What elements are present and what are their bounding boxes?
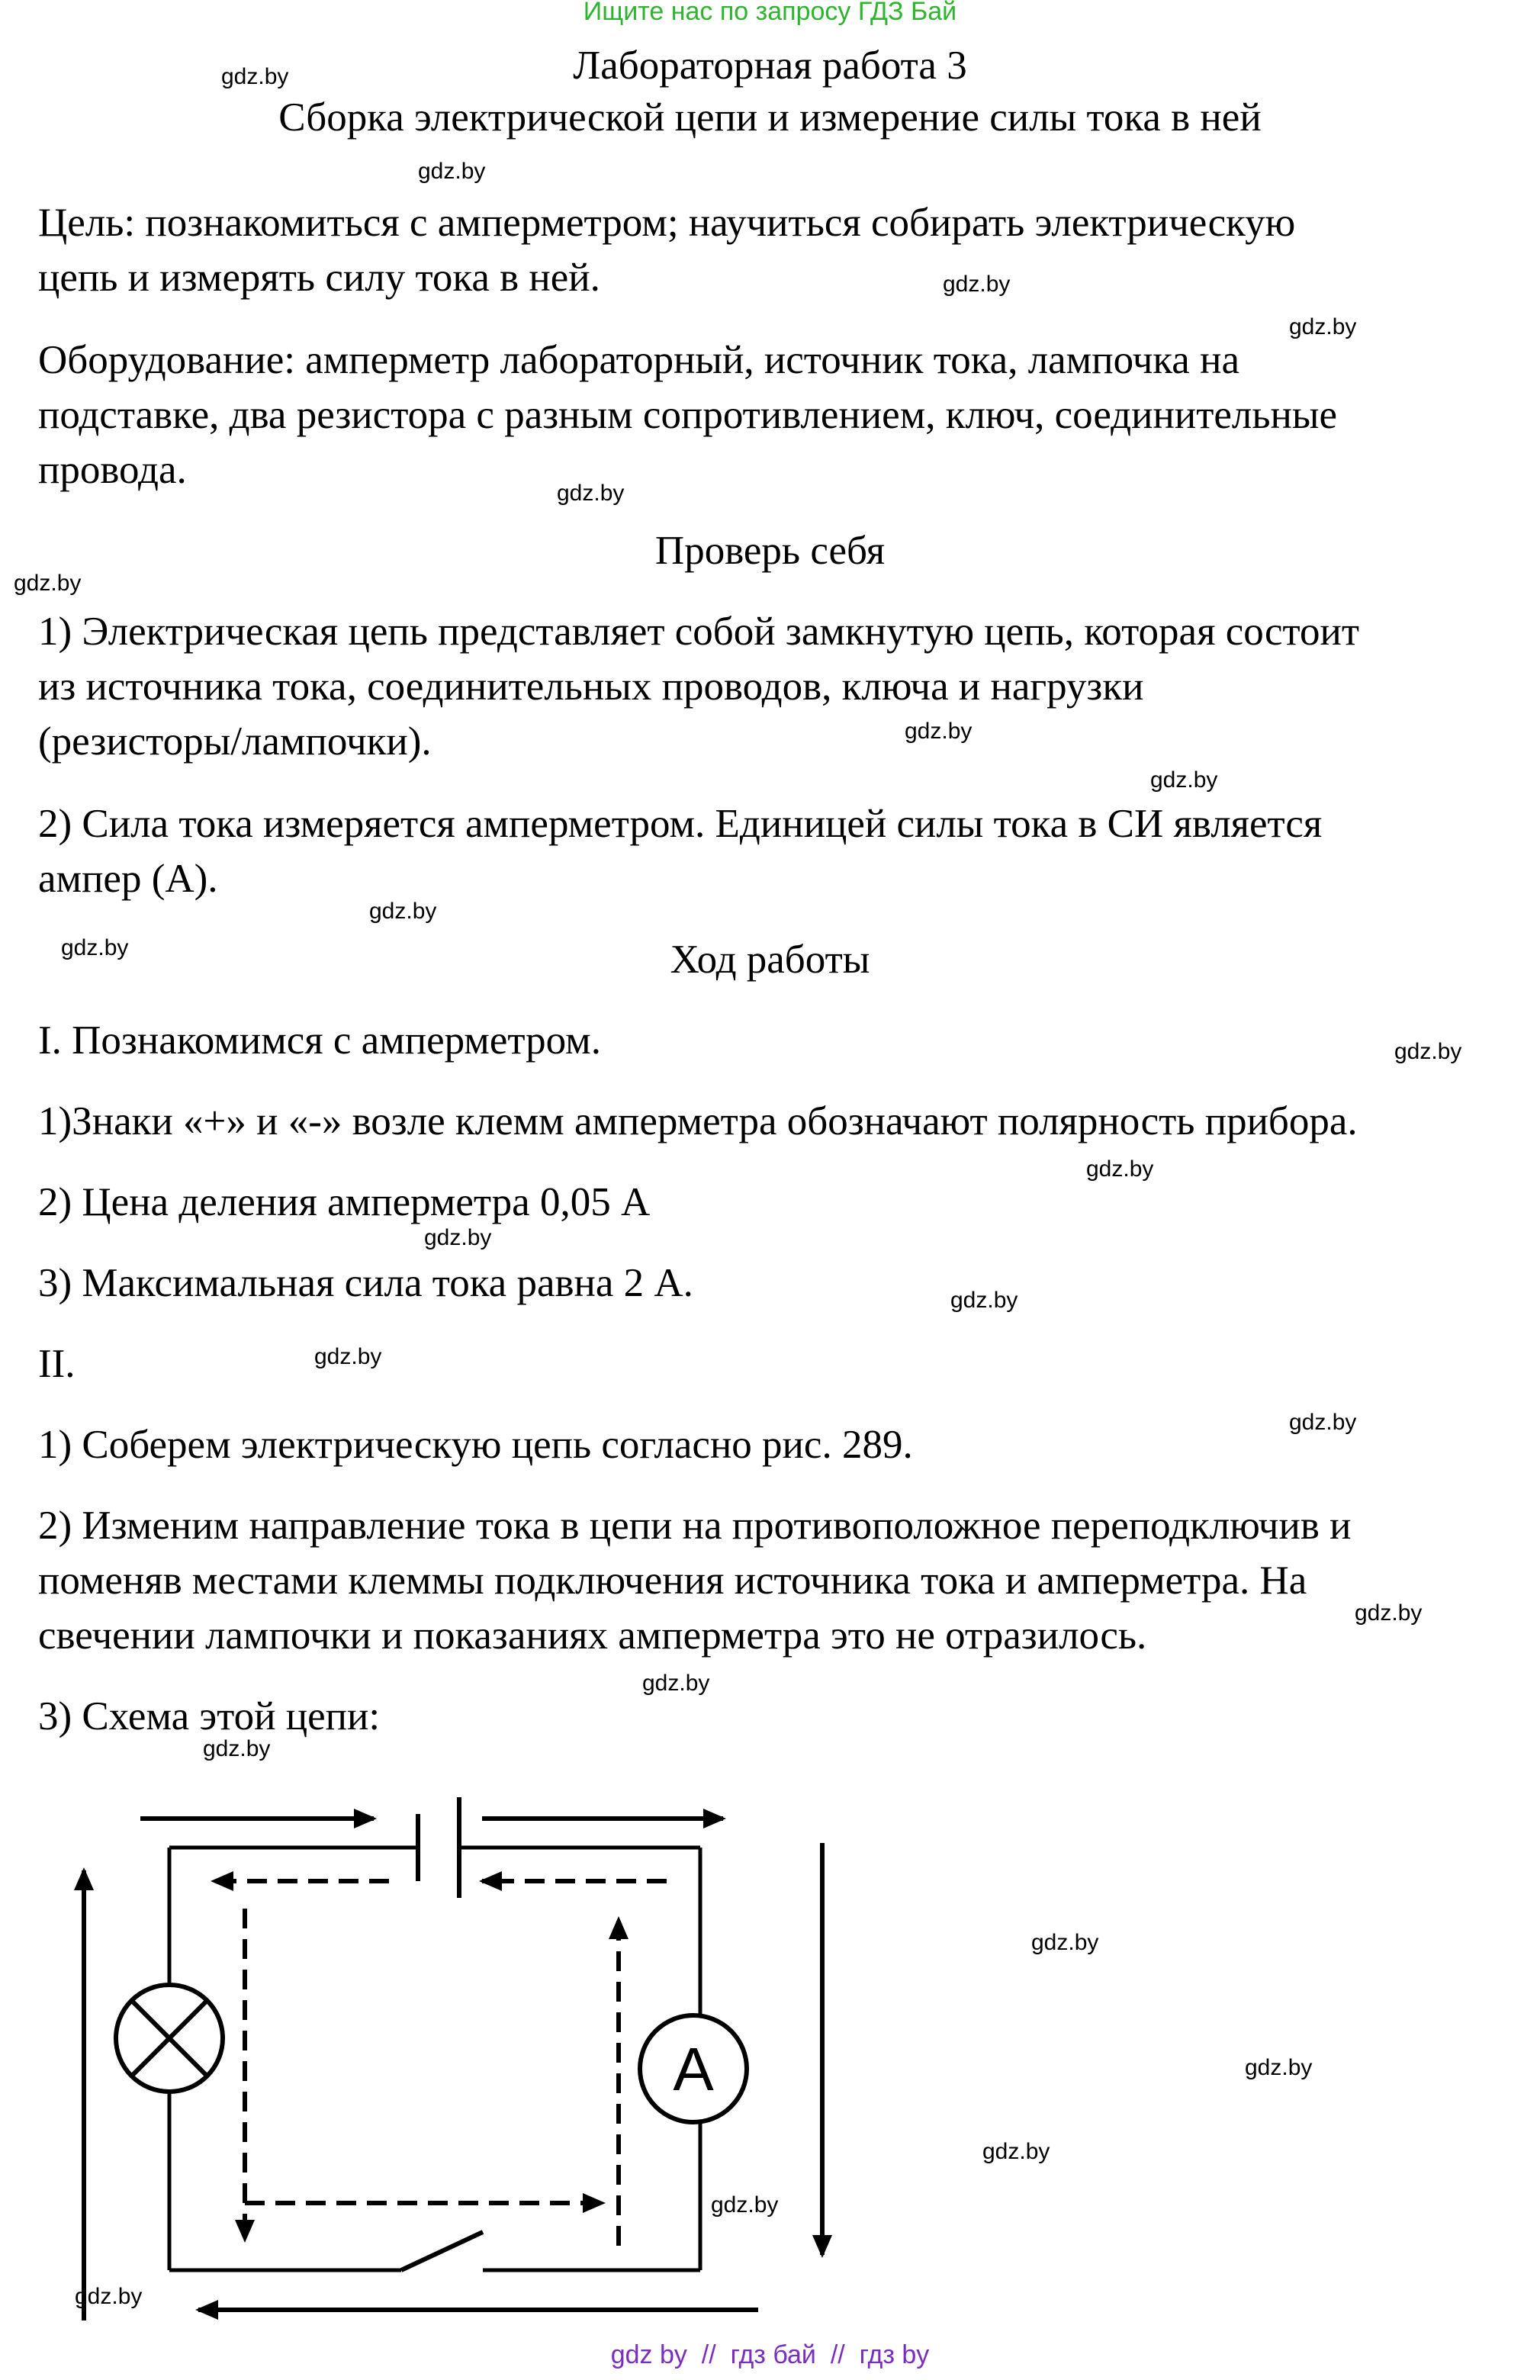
watermark: gdz.by xyxy=(221,64,289,89)
watermark: gdz.by xyxy=(1289,314,1357,339)
watermark: gdz.by xyxy=(1031,1930,1099,1955)
equipment-line-3: провода. xyxy=(38,448,187,492)
watermark: gdz.by xyxy=(950,1288,1018,1313)
watermark: gdz.by xyxy=(1355,1600,1423,1626)
watermark: gdz.by xyxy=(1289,1410,1357,1435)
watermark: gdz.by xyxy=(203,1736,271,1761)
procedure-heading: Ход работы xyxy=(670,938,870,982)
part-2-item-3: 3) Схема этой цепи: xyxy=(38,1694,381,1738)
check-heading: Проверь себя xyxy=(654,529,886,573)
part-2-item-1: 1) Соберем электрическую цепь согласно рис. 289. xyxy=(38,1423,913,1467)
check-answer-1-line-2: из источника тока, соединительных проводов, ключа и нагрузки xyxy=(38,664,1144,709)
site-footer: gdz by // гдз бай // гдз by xyxy=(610,2340,930,2369)
check-answer-1-line-1: 1) Электрическая цепь представляет собой замкнутую цепь, которая состоит xyxy=(38,609,1360,654)
watermark: gdz.by xyxy=(75,2284,143,2309)
watermark: gdz.by xyxy=(982,2139,1050,2164)
page-subtitle: Сборка электрической цепи и измерение силы тока в ней xyxy=(278,95,1262,140)
part-1-heading: I. Познакомимся с амперметром. xyxy=(38,1018,601,1063)
part-1-item-2: 2) Цена деления амперметра 0,05 А xyxy=(38,1180,651,1224)
battery-icon xyxy=(418,1797,459,1898)
watermark: gdz.by xyxy=(418,159,486,184)
goal-line-2: цепь и измерять силу тока в ней. xyxy=(38,256,600,300)
part-2-item-2-line-1: 2) Изменим направление тока в цепи на противоположное переподключив и xyxy=(38,1504,1352,1548)
watermark: gdz.by xyxy=(14,571,82,596)
check-answer-2-line-2: ампер (А). xyxy=(38,857,218,901)
part-2-item-2-line-2: поменяв местами клеммы подключения источника тока и амперметра. На xyxy=(38,1558,1307,1603)
check-answer-1-line-3: (резисторы/лампочки). xyxy=(38,719,432,764)
watermark: gdz.by xyxy=(1086,1156,1154,1182)
part-2-heading: II. xyxy=(38,1342,76,1386)
site-banner: Ищите нас по запросу ГДЗ Бай xyxy=(583,0,957,26)
watermark: gdz.by xyxy=(711,2192,779,2218)
switch-icon xyxy=(401,2232,483,2270)
part-1-item-3: 3) Максимальная сила тока равна 2 А. xyxy=(38,1261,693,1305)
watermark: gdz.by xyxy=(424,1225,492,1250)
watermark: gdz.by xyxy=(642,1671,710,1696)
inner-current-arrows xyxy=(214,1881,667,2246)
ammeter-icon xyxy=(640,2015,747,2122)
watermark: gdz.by xyxy=(314,1344,382,1369)
watermark: gdz.by xyxy=(1150,767,1218,793)
equipment-line-1: Оборудование: амперметр лабораторный, источник тока, лампочка на xyxy=(38,338,1239,382)
goal-line-1: Цель: познакомиться с амперметром; научиться собирать электрическую xyxy=(38,201,1296,245)
watermark: gdz.by xyxy=(369,899,437,924)
watermark: gdz.by xyxy=(943,272,1011,297)
watermark: gdz.by xyxy=(1245,2055,1313,2080)
part-1-item-1: 1)Знаки «+» и «-» возле клемм амперметра обозначают полярность прибора. xyxy=(38,1099,1358,1143)
watermark: gdz.by xyxy=(1394,1039,1462,1064)
equipment-line-2: подставке, два резистора с разным сопротивлением, ключ, соединительные xyxy=(38,393,1338,437)
watermark: gdz.by xyxy=(905,719,973,744)
watermark: gdz.by xyxy=(61,935,129,960)
page-title: Лабораторная работа 3 xyxy=(573,43,967,88)
lamp-icon xyxy=(116,1985,223,2092)
part-2-item-2-line-3: свечении лампочки и показаниях амперметра это не отразилось. xyxy=(38,1613,1147,1658)
watermark: gdz.by xyxy=(557,481,625,506)
check-answer-2-line-1: 2) Сила тока измеряется амперметром. Единицей силы тока в СИ является xyxy=(38,802,1323,846)
ammeter-label: A xyxy=(673,2035,714,2103)
